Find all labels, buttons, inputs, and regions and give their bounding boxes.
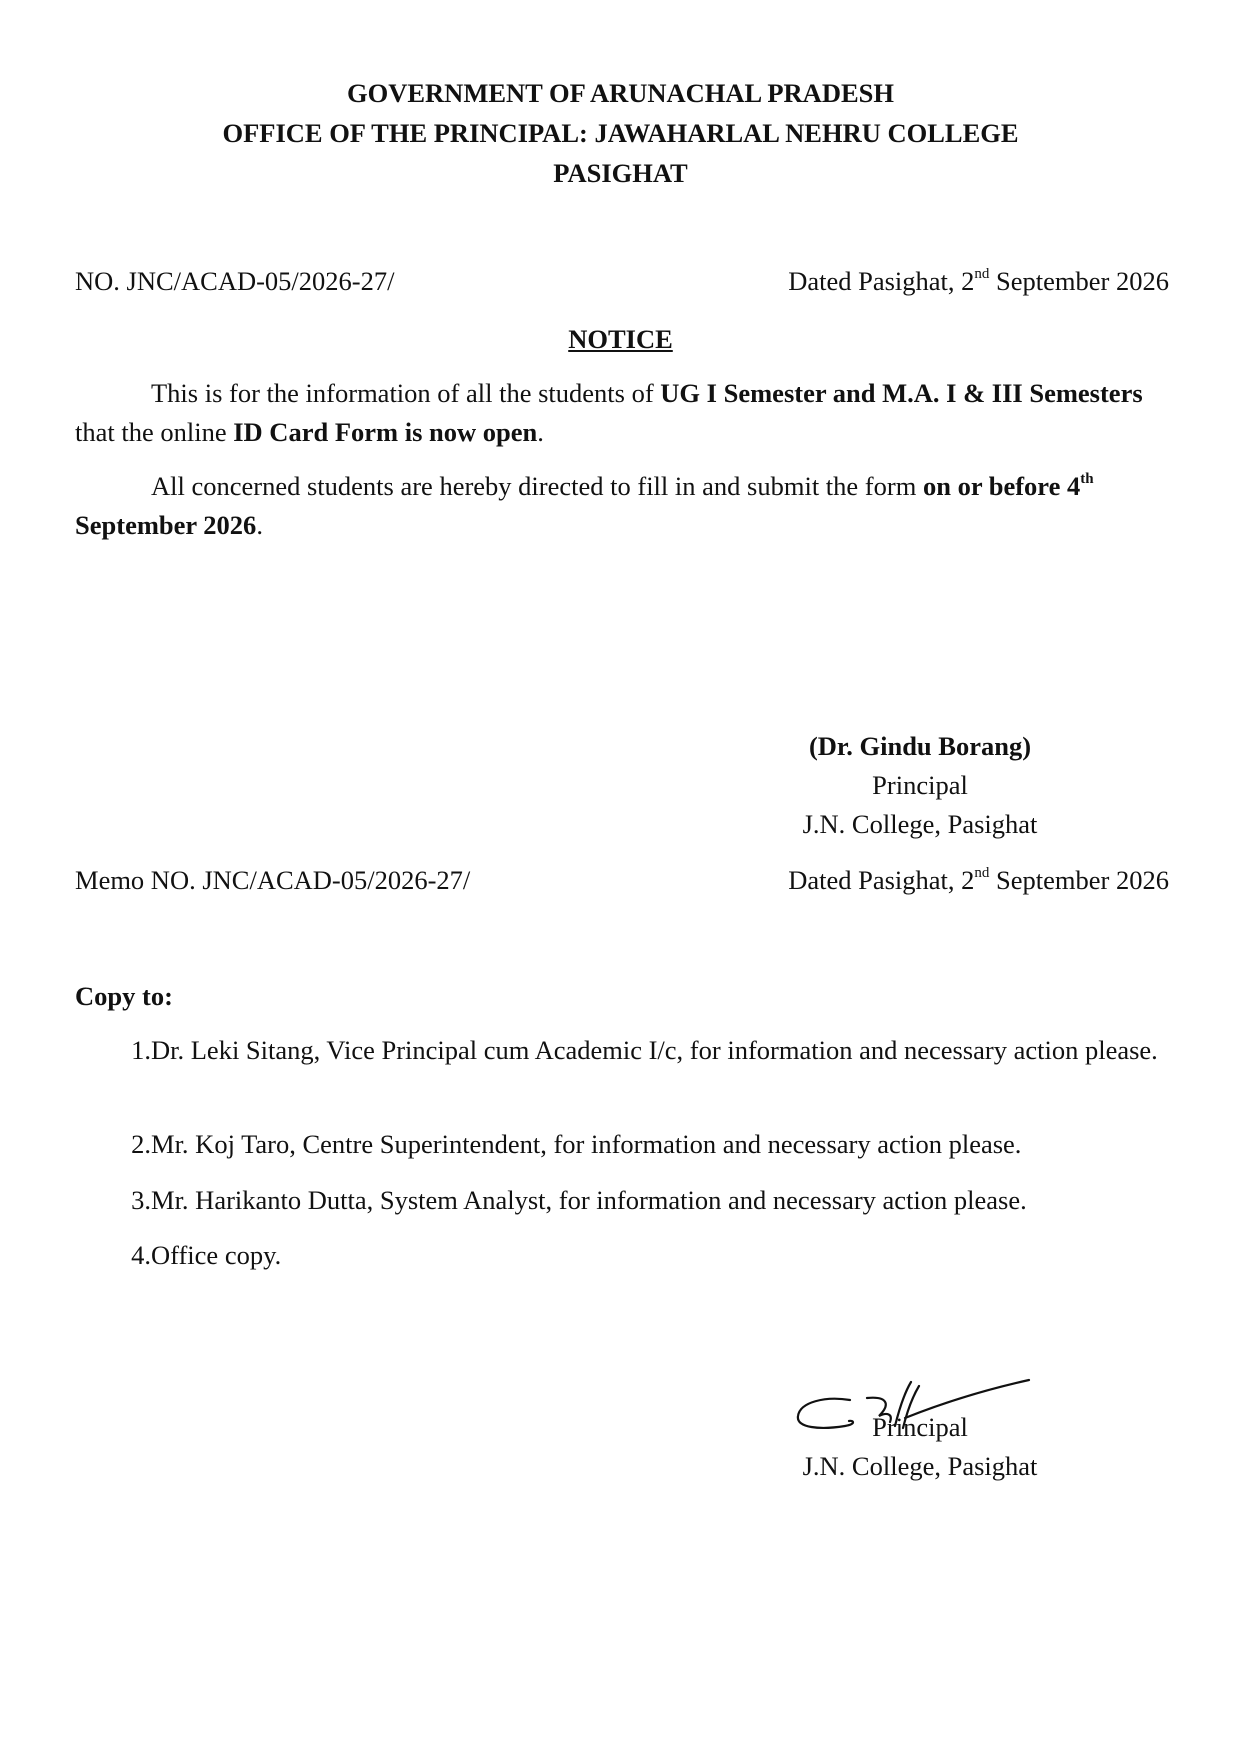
para2-bold-1-sup: th — [1080, 471, 1094, 488]
letterhead — [0, 73, 1241, 193]
reference-date-sup: nd — [974, 266, 990, 283]
reference-date-prefix: Dated Pasighat, 2 — [788, 266, 975, 296]
copy-to-label: Copy to: — [75, 981, 173, 1011]
letterhead-place: PASIGHAT — [553, 158, 688, 188]
letterhead-government: GOVERNMENT OF ARUNACHAL PRADESH — [347, 78, 894, 108]
list-item-text: Mr. Koj Taro, Centre Superintendent, for information and necessary action please. — [151, 1129, 1022, 1159]
para2-bold-2: September 2026 — [75, 510, 257, 540]
notice-title: NOTICE — [568, 324, 673, 354]
signatory-designation: Principal — [872, 770, 968, 800]
memo-date-prefix: Dated Pasighat, 2 — [788, 865, 975, 895]
para1-bold-1: UG I Semester and M.A. I & III Semesters — [660, 378, 1143, 408]
para2-text-2: . — [256, 510, 263, 540]
memo-date-sup: nd — [974, 865, 990, 882]
letterhead-office: OFFICE OF THE PRINCIPAL: JAWAHARLAL NEHRU COLLEGE — [222, 118, 1019, 148]
list-item-number: 1. — [131, 1035, 151, 1065]
list-item-number: 3. — [131, 1185, 151, 1215]
memo-date-suffix: September 2026 — [989, 865, 1169, 895]
footer-signatory-institution: J.N. College, Pasighat — [802, 1451, 1038, 1481]
para1-text-1: This is for the information of all the students of — [151, 378, 661, 408]
footer-signatory-designation: Principal — [872, 1412, 968, 1442]
list-item-text: Dr. Leki Sitang, Vice Principal cum Academic I/c, for information and necessary action please. — [151, 1035, 1158, 1065]
list-item-number: 4. — [131, 1240, 151, 1270]
signatory-institution: J.N. College, Pasighat — [802, 809, 1038, 839]
para2-bold-1-text: on or before 4 — [922, 471, 1081, 501]
reference-date — [788, 264, 1169, 298]
notice-paragraph-2 — [75, 467, 1167, 545]
reference-number: NO. JNC/ACAD-05/2026-27/ — [75, 266, 395, 296]
memo-number: Memo NO. JNC/ACAD-05/2026-27/ — [75, 865, 471, 895]
signatory-block — [740, 727, 1100, 844]
para1-text-2: that the online — [75, 417, 234, 447]
footer-signatory-block — [740, 1408, 1100, 1486]
list-item-text: Office copy. — [151, 1240, 282, 1270]
memo-date — [788, 863, 1169, 897]
notice-paragraph-1 — [75, 374, 1167, 452]
para2-text-1: All concerned students are hereby directed to fill in and submit the form — [151, 471, 923, 501]
list-item-text: Mr. Harikanto Dutta, System Analyst, for information and necessary action please. — [151, 1185, 1027, 1215]
para1-bold-2: ID Card Form is now open — [233, 417, 538, 447]
reference-date-suffix: September 2026 — [989, 266, 1169, 296]
para1-text-3: . — [537, 417, 544, 447]
list-item-number: 2. — [131, 1129, 151, 1159]
signatory-name: (Dr. Gindu Borang) — [808, 731, 1032, 761]
